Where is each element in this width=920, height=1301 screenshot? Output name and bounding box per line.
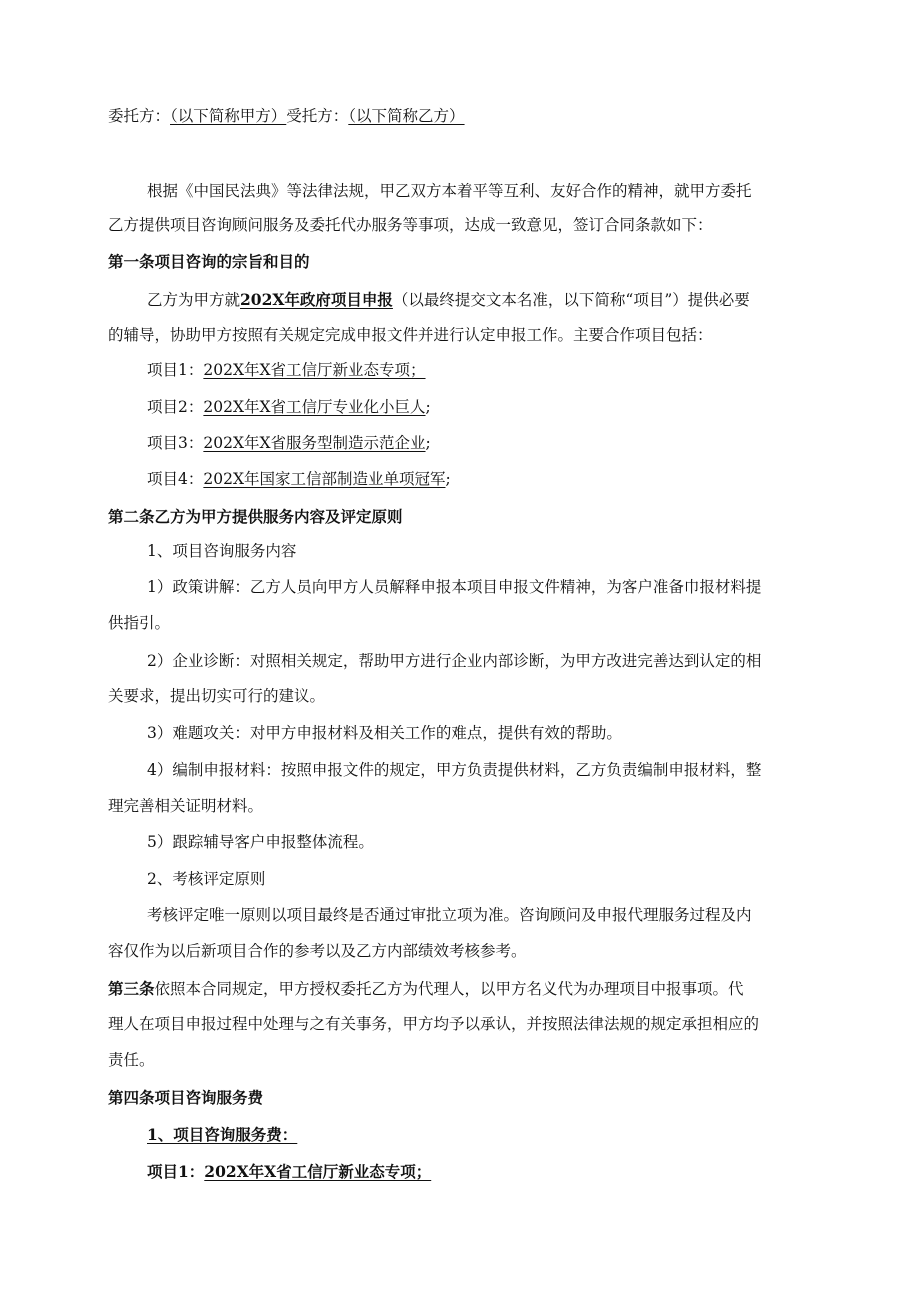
trustee-value: （以下简称乙方） [348,107,465,125]
principle-line-1: 考核评定唯一原则以项目最终是否通过审批立项为准。咨询顾问及申报代理服务过程及内 [147,906,752,924]
article-4-project-item [147,1162,431,1182]
project-item-suffix: ; [425,434,431,452]
project-item-label: 项目3： [147,434,204,452]
project-item-2 [147,397,431,417]
project-item-3 [147,433,431,453]
project-item-value: 202X年X省服务型制造示范企业 [203,434,426,452]
project-item-value: 202X年X省工信厅专业化小巨人 [203,398,426,416]
service-item-2-line-1: 2）企业诊断：对照相关规定，帮助甲方进行企业内部诊断，为甲方改进完善达到认定的相 [147,652,762,670]
article-1-title: 第一条项目咨询的宗旨和目的 [108,252,310,271]
article-1-para-line-1 [147,290,750,310]
project-item-label: 项目4： [147,470,204,488]
service-item-4-line-1: 4）编制申报材料：按照申报文件的规定，甲方负责提供材料，乙方负责编制申报材料，整 [147,761,762,779]
article-3-text: 依照本合同规定，甲方授权委托乙方为代理人，以甲方名义代为办理项目中报事项。代 [154,980,744,998]
article-3-line-2: 理人在项目申报过程中处理与之有关事务，甲方均予以承认，并按照法律法规的规定承担相应的 [108,1015,760,1033]
project-item-label: 项目2： [147,398,204,416]
project-item-label: 项目1： [147,361,204,379]
entrustor-value: （以下简称甲方） [170,107,287,125]
project-item-suffix: ; [425,398,431,416]
article-4-title: 第四条项目咨询服务费 [108,1088,264,1107]
project-item-1 [147,360,426,380]
article-3-line-3: 责任。 [108,1051,155,1069]
intro-line-2: 乙方提供项目咨询顾问服务及委托代办服务等事项，达成一致意见，签订合同条款如下： [108,216,713,234]
article-1-para-line-2: 的辅导，协助甲方按照有关规定完成申报文件并进行认定申报工作。主要合作项目包括： [108,326,713,344]
article-1-project-name: 202X年政府项目申报 [240,290,393,309]
project-item-4 [147,469,451,489]
article-1-suffix: （以最终提交文本名准，以下简称“项目”）提供必要 [392,291,750,309]
article-4-sub-1: 1、项目咨询服务费： [147,1125,298,1144]
project-item-value: 202X年X省工信厅新业态专项； [203,361,426,379]
project-item-label: 项目1： [147,1162,205,1181]
service-item-1-line-2: 供指引。 [108,614,171,632]
service-item-4-line-2: 理完善相关证明材料。 [108,797,264,815]
article-3-title: 第三条 [108,979,155,998]
parties-line [108,106,465,126]
article-3-line-1 [108,979,744,999]
project-item-suffix: ; [445,470,451,488]
project-item-value: 202X年X省工信厅新业态专项； [204,1162,432,1181]
project-item-value: 202X年国家工信部制造业单项冠军 [203,470,446,488]
service-item-2-line-2: 关要求，提出切实可行的建议。 [108,687,326,705]
entrustor-label: 委托方： [108,107,171,125]
intro-line-1: 根据《中国民法典》等法律法规，甲乙双方本着平等互利、友好合作的精神，就甲方委托 [147,182,752,200]
trustee-label: 受托方： [286,107,349,125]
principle-line-2: 容仅作为以后新项目合作的参考以及乙方内部绩效考核参考。 [108,942,527,960]
article-2-sub-1: 1、项目咨询服务内容 [147,542,297,560]
service-item-3: 3）难题攻关：对甲方申报材料及相关工作的难点，提供有效的帮助。 [147,724,622,742]
article-2-sub-2: 2、考核评定原则 [147,870,266,888]
service-item-1-line-1: 1）政策讲解：乙方人员向甲方人员解释申报本项目申报文件精神，为客户准备巾报材料提 [147,578,762,596]
article-1-prefix: 乙方为甲方就 [147,291,241,309]
article-2-title: 第二条乙方为甲方提供服务内容及评定原则 [108,507,403,526]
service-item-5: 5）跟踪辅导客户申报整体流程。 [147,833,374,851]
